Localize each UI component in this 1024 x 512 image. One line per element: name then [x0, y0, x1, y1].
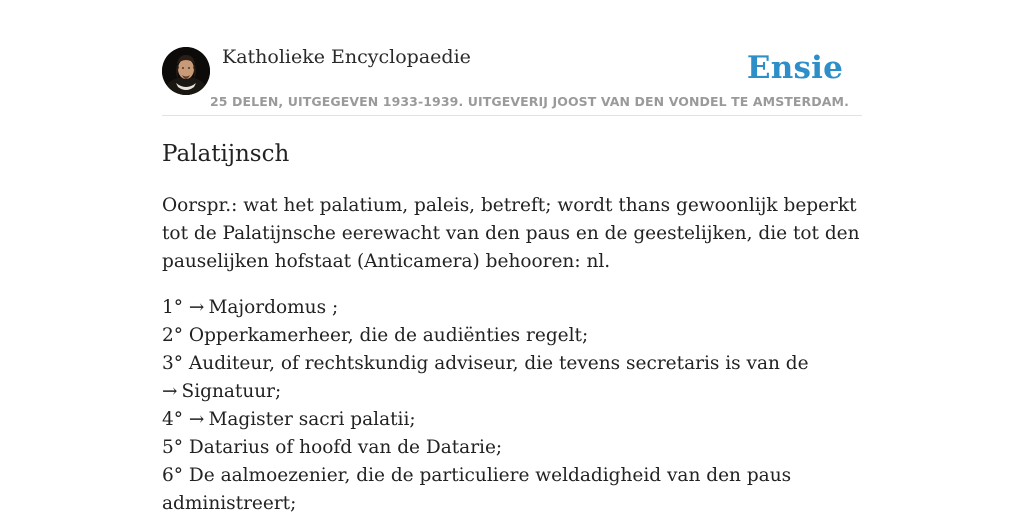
arrow-icon: →	[162, 381, 178, 402]
encyclopedia-title[interactable]: Katholieke Encyclopaedie	[222, 46, 471, 68]
link-magister-sacri-palatii[interactable]: Magister sacri palatii	[208, 409, 410, 430]
article-intro: Oorspr.: wat het palatium, paleis, betreft; wordt thans gewoonlijk beperkt tot de Palatijnsche eerewacht van den paus en de geestelijken, die tot den pauselijken hofstaat (Anticamera) behooren: nl.	[162, 195, 860, 272]
entry-text: Auditeur, of rechtskundig adviseur, die tevens secretaris is van de	[188, 353, 809, 374]
entry-text: ;	[409, 409, 416, 430]
link-majordomus[interactable]: Majordomus	[208, 297, 327, 318]
article-title: Palatijnsch	[162, 141, 290, 167]
entry-number: 5°	[162, 437, 184, 458]
list-item	[162, 294, 862, 322]
entry-number: 6°	[162, 465, 184, 486]
list-item	[162, 322, 862, 350]
entry-text-suffix: ;	[275, 381, 282, 402]
entry-list	[162, 294, 862, 512]
list-item	[162, 350, 862, 406]
link-signatuur[interactable]: Signatuur	[181, 381, 276, 402]
article-content	[162, 138, 862, 512]
entry-text: ;	[326, 297, 339, 318]
arrow-icon: →	[188, 297, 205, 318]
entry-number: 1°	[162, 297, 184, 318]
arrow-icon: →	[188, 409, 205, 430]
entry-text: Datarius of hoofd van de Datarie;	[188, 437, 503, 458]
list-item	[162, 434, 862, 462]
list-item	[162, 406, 862, 434]
entry-number: 3°	[162, 353, 184, 374]
entry-text: De aalmoezenier, die de particuliere weldadigheid van den paus administreert;	[162, 465, 792, 512]
entry-number: 4°	[162, 409, 184, 430]
encyclopedia-subtitle: 25 DELEN, UITGEGEVEN 1933-1939. UITGEVERIJ JOOST VAN DEN VONDEL TE AMSTERDAM.	[210, 94, 849, 109]
entry-text: Opperkamerheer, die de audiënties regelt;	[188, 325, 589, 346]
site-header	[162, 40, 862, 116]
author-portrait-icon[interactable]	[162, 47, 210, 95]
entry-number: 2°	[162, 325, 184, 346]
list-item	[162, 462, 862, 512]
ensie-logo-link[interactable]: Ensie	[746, 50, 843, 86]
